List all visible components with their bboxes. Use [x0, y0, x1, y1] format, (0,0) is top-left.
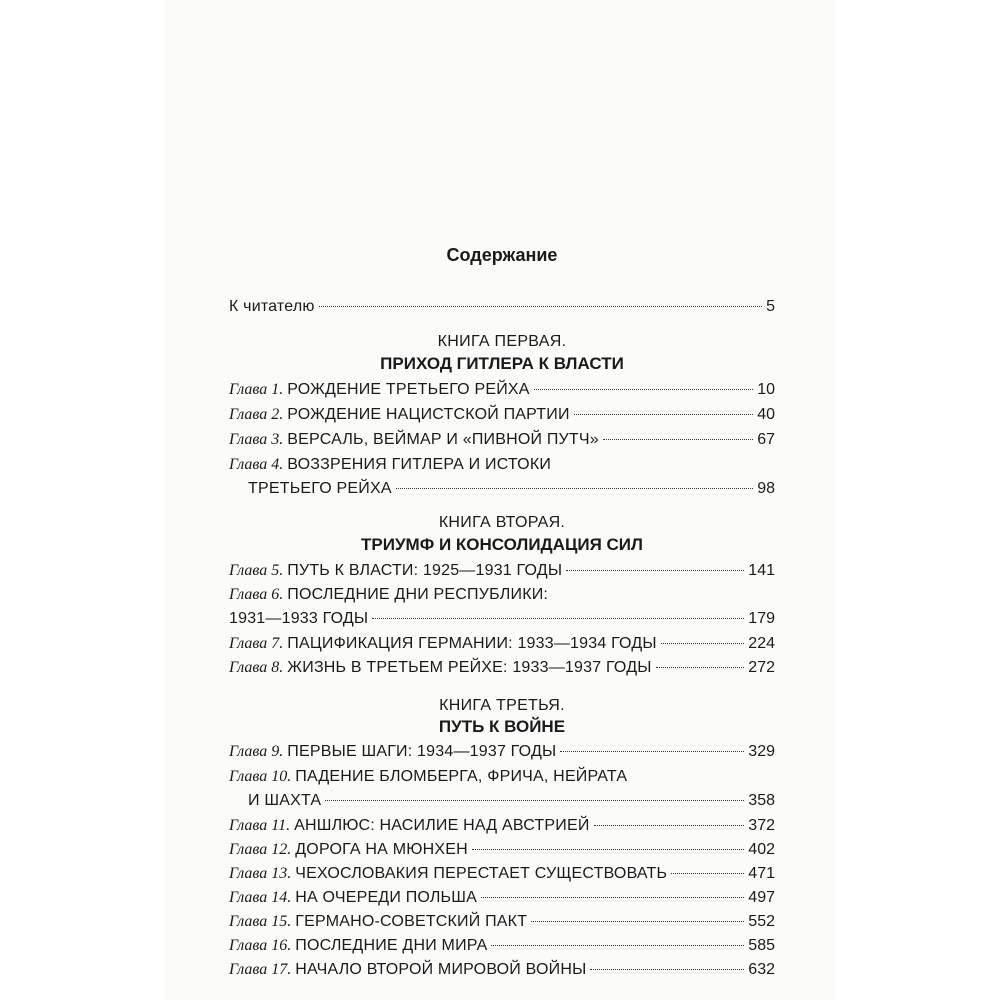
page-number: 179 [748, 610, 775, 627]
entry-title: РОЖДЕНИЕ НАЦИСТСКОЙ ПАРТИИ [287, 406, 570, 423]
entry-title: ПАДЕНИЕ БЛОМБЕРГА, ФРИЧА, НЕЙРАТА [295, 768, 628, 785]
book-3-kicker: КНИГА ТРЕТЬЯ. [439, 697, 565, 714]
dot-leader [661, 643, 745, 644]
toc-entry-chapter-15 [229, 913, 775, 937]
dot-leader [534, 389, 754, 390]
chapter-number: Глава 15. [229, 913, 292, 930]
dot-leader [594, 825, 745, 826]
toc-entry-chapter-1 [229, 381, 775, 405]
dot-leader [319, 306, 763, 307]
chapter-number: Глава 8. [229, 659, 284, 676]
page-number: 329 [748, 743, 775, 760]
chapter-number: Глава 17. [229, 961, 292, 978]
toc-entry-chapter-12 [229, 841, 775, 865]
page-number: 5 [766, 298, 775, 315]
dot-leader [574, 414, 754, 415]
entry-title: ЖИЗНЬ В ТРЕТЬЕМ РЕЙХЕ: 1933—1937 ГОДЫ [287, 659, 652, 676]
toc-entry-chapter-13 [229, 865, 775, 889]
dot-leader [671, 873, 744, 874]
chapter-number: Глава 5. [229, 562, 284, 579]
entry-title: ПУТЬ К ВЛАСТИ: 1925—1931 ГОДЫ [287, 562, 563, 579]
entry-title: РОЖДЕНИЕ ТРЕТЬЕГО РЕЙХА [287, 381, 530, 398]
toc-entry-chapter-10 [229, 768, 775, 816]
toc-entry-chapter-3 [229, 431, 775, 455]
toc-entry-chapter-8 [229, 659, 775, 683]
chapter-number: Глава 10. [229, 768, 292, 785]
chapter-number: Глава 16. [229, 937, 292, 954]
page-number: 141 [748, 562, 775, 579]
chapter-number: Глава 3. [229, 431, 284, 448]
contents-title: Содержание [446, 245, 558, 265]
chapter-number: Глава 14. [229, 889, 292, 906]
dot-leader [481, 897, 744, 898]
entry-title: НАЧАЛО ВТОРОЙ МИРОВОЙ ВОЙНЫ [295, 961, 587, 978]
page-number: 67 [757, 431, 775, 448]
chapter-number: Глава 1. [229, 381, 284, 398]
entry-title: ПОСЛЕДНИЕ ДНИ РЕСПУБЛИКИ: [287, 586, 549, 603]
entry-title: ДОРОГА НА МЮНХЕН [295, 841, 468, 858]
chapter-number: Глава 2. [229, 406, 284, 423]
page-number: 471 [748, 865, 775, 882]
chapter-number: Глава 7. [229, 635, 284, 652]
dot-leader [656, 667, 745, 668]
toc-entry-to-reader [229, 298, 775, 322]
dot-leader [491, 945, 744, 946]
entry-title: ВЕРСАЛЬ, ВЕЙМАР И «ПИВНОЙ ПУТЧ» [287, 431, 599, 448]
page-number: 40 [757, 406, 775, 423]
dot-leader [590, 969, 744, 970]
page-number: 552 [748, 913, 775, 930]
toc-entry-chapter-17 [229, 961, 775, 985]
dot-leader [372, 618, 744, 619]
book-1-title: ПРИХОД ГИТЛЕРА К ВЛАСТИ [380, 354, 624, 373]
toc-entry-chapter-4 [229, 456, 775, 504]
chapter-number: Глава 4. [229, 456, 284, 473]
page-number: 585 [748, 937, 775, 954]
entry-title-continued: ТРЕТЬЕГО РЕЙХА [248, 480, 392, 497]
toc-entry-chapter-11 [229, 817, 775, 841]
chapter-number: Глава 12. [229, 841, 292, 858]
dot-leader [396, 488, 753, 489]
entry-title-continued: 1931—1933 ГОДЫ [229, 610, 369, 627]
chapter-number: Глава 11. [229, 817, 291, 834]
entry-title: К читателю [229, 298, 315, 315]
dot-leader [531, 921, 744, 922]
toc-entry-chapter-7 [229, 635, 775, 659]
page-number: 358 [748, 792, 775, 809]
page-number: 402 [748, 841, 775, 858]
toc-entry-chapter-9 [229, 743, 775, 767]
entry-title: ПЕРВЫЕ ШАГИ: 1934—1937 ГОДЫ [287, 743, 557, 760]
entry-title: ПАЦИФИКАЦИЯ ГЕРМАНИИ: 1933—1934 ГОДЫ [287, 635, 657, 652]
book-1-kicker: КНИГА ПЕРВАЯ. [437, 333, 567, 350]
entry-title: НА ОЧЕРЕДИ ПОЛЬША [295, 889, 477, 906]
dot-leader [325, 800, 744, 801]
toc-entry-chapter-16 [229, 937, 775, 961]
chapter-number: Глава 13. [229, 865, 292, 882]
chapter-number: Глава 9. [229, 743, 284, 760]
entry-title: ВОЗЗРЕНИЯ ГИТЛЕРА И ИСТОКИ [287, 456, 552, 473]
toc-entry-chapter-2 [229, 406, 775, 430]
entry-title: ПОСЛЕДНИЕ ДНИ МИРА [295, 937, 488, 954]
dot-leader [472, 849, 744, 850]
entry-title-continued: И ШАХТА [248, 792, 322, 809]
book-2-kicker: КНИГА ВТОРАЯ. [438, 514, 566, 531]
page-number: 224 [748, 635, 775, 652]
chapter-number: Глава 6. [229, 586, 284, 603]
toc-entry-chapter-14 [229, 889, 775, 913]
page-number: 10 [757, 381, 775, 398]
toc-entry-chapter-6 [229, 586, 775, 634]
page-number: 272 [748, 659, 775, 676]
dot-leader [566, 570, 744, 571]
entry-title: ГЕРМАНО-СОВЕТСКИЙ ПАКТ [295, 913, 528, 930]
toc-entry-chapter-5 [229, 562, 775, 586]
entry-title: ЧЕХОСЛОВАКИЯ ПЕРЕСТАЕТ СУЩЕСТВОВАТЬ [295, 865, 668, 882]
page-number: 497 [748, 889, 775, 906]
dot-leader [603, 439, 753, 440]
page-number: 632 [748, 961, 775, 978]
page-number: 372 [748, 817, 775, 834]
page-number: 98 [757, 480, 775, 497]
dot-leader [560, 751, 744, 752]
entry-title: АНШЛЮС: НАСИЛИЕ НАД АВСТРИЕЙ [294, 817, 590, 834]
book-2-title: ТРИУМФ И КОНСОЛИДАЦИЯ СИЛ [361, 535, 643, 554]
book-3-title: ПУТЬ К ВОЙНЕ [438, 717, 566, 736]
